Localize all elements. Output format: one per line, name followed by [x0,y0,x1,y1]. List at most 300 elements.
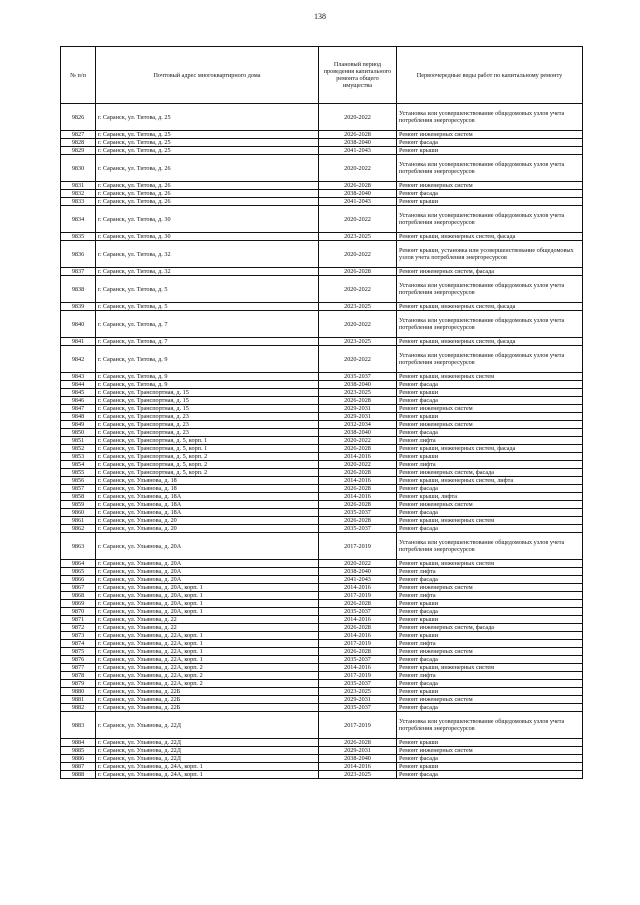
table-row [61,373,583,381]
table-row [61,206,583,233]
table-row [61,233,583,241]
row-number: 9828 [61,139,96,147]
table-row [61,190,583,198]
row-period: 2020-2022 [319,276,397,303]
row-works: Ремонт фасада [397,190,583,198]
row-address: г. Саранск, ул. Ульянова, д. 22Д [96,747,319,755]
row-period: 2026-2028 [319,517,397,525]
row-works: Ремонт инженерных систем [397,421,583,429]
table-row [61,501,583,509]
table-row [61,338,583,346]
table-row [61,632,583,640]
table-row [61,131,583,139]
row-works: Ремонт инженерных систем [397,747,583,755]
row-address: г. Саранск, ул. Ульянова, д. 22А, корп. 2 [96,680,319,688]
table-row [61,437,583,445]
row-address: г. Саранск, ул. Ульянова, д. 18А [96,493,319,501]
table-row [61,712,583,739]
row-period: 2020-2022 [319,155,397,182]
row-works: Ремонт крыши, инженерных систем [397,664,583,672]
table-row [61,560,583,568]
header-period: Плановый период проведения капитального ремонта общего имущества [319,47,397,104]
row-works: Ремонт инженерных систем [397,696,583,704]
row-works: Ремонт крыши [397,198,583,206]
row-number: 9855 [61,469,96,477]
row-number: 9851 [61,437,96,445]
row-period: 2017-2019 [319,592,397,600]
row-address: г. Саранск, ул. Ульянова, д. 22А, корп. 1 [96,640,319,648]
row-works: Ремонт крыши, инженерных систем [397,517,583,525]
row-period: 2041-2043 [319,198,397,206]
row-address: г. Саранск, ул. Ульянова, д. 24А, корп. 1 [96,763,319,771]
row-works: Ремонт инженерных систем, фасада [397,268,583,276]
row-period: 2038-2040 [319,139,397,147]
row-address: г. Саранск, ул. Ульянова, д. 20А [96,568,319,576]
table-row [61,739,583,747]
row-period: 2017-2019 [319,640,397,648]
row-number: 9833 [61,198,96,206]
row-period: 2017-2019 [319,672,397,680]
row-works: Установка или усовершенствование общедомовых узлов учета потребления энергоресурсов [397,712,583,739]
row-number: 9850 [61,429,96,437]
header-works: Первоочередные виды работ по капитальному ремонту [397,47,583,104]
row-number: 9846 [61,397,96,405]
table-row [61,429,583,437]
row-number: 9870 [61,608,96,616]
row-number: 9858 [61,493,96,501]
row-works: Установка или усовершенствование общедомовых узлов учета потребления энергоресурсов [397,533,583,560]
table-row [61,672,583,680]
row-period: 2014-2016 [319,664,397,672]
row-number: 9871 [61,616,96,624]
row-number: 9872 [61,624,96,632]
table-row [61,413,583,421]
row-address: г. Саранск, ул. Ульянова, д. 22Б [96,696,319,704]
row-works: Ремонт фасада [397,771,583,779]
row-period: 2026-2028 [319,445,397,453]
table-row [61,517,583,525]
table-row [61,600,583,608]
table-row [61,584,583,592]
row-number: 9887 [61,763,96,771]
row-works: Ремонт крыши [397,763,583,771]
row-works: Ремонт крыши [397,147,583,155]
table-row [61,624,583,632]
row-period: 2026-2028 [319,739,397,747]
capital-repair-table [60,46,583,779]
row-period: 2026-2028 [319,397,397,405]
table-row [61,664,583,672]
row-number: 9866 [61,576,96,584]
row-number: 9862 [61,525,96,533]
table-row [61,525,583,533]
table-row [61,533,583,560]
row-number: 9877 [61,664,96,672]
row-works: Ремонт крыши [397,688,583,696]
row-period: 2017-2019 [319,712,397,739]
row-works: Ремонт фасада [397,381,583,389]
row-works: Ремонт крыши, инженерных систем [397,560,583,568]
row-period: 2038-2040 [319,381,397,389]
row-works: Ремонт фасада [397,608,583,616]
row-address: г. Саранск, ул. Ульянова, д. 20 [96,517,319,525]
table-row [61,747,583,755]
table-row [61,397,583,405]
row-number: 9838 [61,276,96,303]
row-address: г. Саранск, ул. Ульянова, д. 22 [96,624,319,632]
row-works: Ремонт инженерных систем [397,648,583,656]
row-period: 2014-2016 [319,493,397,501]
row-address: г. Саранск, ул. Титова, д. 25 [96,147,319,155]
table-row [61,608,583,616]
row-address: г. Саранск, ул. Титова, д. 32 [96,268,319,276]
table-row [61,485,583,493]
row-period: 2020-2022 [319,206,397,233]
row-works: Ремонт лифта [397,672,583,680]
table-row [61,241,583,268]
row-address: г. Саранск, ул. Ульянова, д. 22Д [96,739,319,747]
row-address: г. Саранск, ул. Титова, д. 9 [96,381,319,389]
row-works: Ремонт крыши, инженерных систем, фасада [397,303,583,311]
row-works: Ремонт лифта [397,437,583,445]
row-period: 2035-2037 [319,509,397,517]
row-period: 2023-2025 [319,389,397,397]
row-address: г. Саранск, ул. Транспортная, д. 23 [96,421,319,429]
row-works: Ремонт крыши [397,600,583,608]
table-row [61,469,583,477]
row-period: 2026-2028 [319,182,397,190]
row-number: 9859 [61,501,96,509]
table-row [61,346,583,373]
row-period: 2038-2040 [319,429,397,437]
row-address: г. Саранск, ул. Ульянова, д. 22Б [96,688,319,696]
row-period: 2020-2022 [319,346,397,373]
row-number: 9875 [61,648,96,656]
row-address: г. Саранск, ул. Ульянова, д. 22Б [96,704,319,712]
row-number: 9835 [61,233,96,241]
row-period: 2026-2028 [319,131,397,139]
table-row [61,477,583,485]
table-row [61,616,583,624]
row-works: Ремонт фасада [397,680,583,688]
row-number: 9832 [61,190,96,198]
row-address: г. Саранск, ул. Ульянова, д. 18А [96,501,319,509]
row-works: Ремонт фасада [397,755,583,763]
table-row [61,311,583,338]
row-address: г. Саранск, ул. Титова, д. 26 [96,198,319,206]
row-period: 2020-2022 [319,241,397,268]
row-period: 2014-2016 [319,477,397,485]
row-address: г. Саранск, ул. Ульянова, д. 20А, корп. 1 [96,600,319,608]
row-period: 2029-2031 [319,696,397,704]
table-row [61,405,583,413]
row-period: 2038-2040 [319,568,397,576]
row-works: Ремонт фасада [397,429,583,437]
row-address: г. Саранск, ул. Ульянова, д. 20А [96,576,319,584]
row-period: 2023-2025 [319,233,397,241]
row-address: г. Саранск, ул. Транспортная, д. 15 [96,397,319,405]
row-address: г. Саранск, ул. Титова, д. 30 [96,233,319,241]
row-period: 2035-2037 [319,656,397,664]
row-number: 9842 [61,346,96,373]
row-number: 9834 [61,206,96,233]
row-number: 9840 [61,311,96,338]
header-address: Почтовый адрес многоквартирного дома [96,47,319,104]
row-period: 2020-2022 [319,311,397,338]
row-number: 9849 [61,421,96,429]
row-works: Ремонт крыши [397,413,583,421]
row-period: 2014-2016 [319,453,397,461]
row-works: Ремонт крыши [397,389,583,397]
row-number: 9861 [61,517,96,525]
row-period: 2020-2022 [319,104,397,131]
row-address: г. Саранск, ул. Титова, д. 30 [96,206,319,233]
table-row [61,182,583,190]
row-period: 2032-2034 [319,421,397,429]
row-address: г. Саранск, ул. Титова, д. 26 [96,182,319,190]
row-works: Ремонт крыши [397,453,583,461]
row-works: Ремонт крыши, лифта [397,493,583,501]
table-row [61,688,583,696]
row-works: Ремонт крыши [397,632,583,640]
row-period: 2020-2022 [319,437,397,445]
table-row [61,268,583,276]
table-header-row [61,47,583,104]
row-works: Ремонт фасада [397,525,583,533]
row-period: 2020-2022 [319,461,397,469]
row-number: 9860 [61,509,96,517]
row-period: 2035-2037 [319,608,397,616]
row-period: 2026-2028 [319,485,397,493]
row-number: 9848 [61,413,96,421]
row-works: Ремонт инженерных систем, фасада [397,624,583,632]
row-works: Ремонт крыши, инженерных систем [397,373,583,381]
row-works: Ремонт крыши, инженерных систем, лифта [397,477,583,485]
row-address: г. Саранск, ул. Транспортная, д. 5, корп. 2 [96,461,319,469]
table-row [61,461,583,469]
row-address: г. Саранск, ул. Ульянова, д. 18 [96,485,319,493]
row-period: 2026-2028 [319,648,397,656]
row-number: 9883 [61,712,96,739]
row-period: 2035-2037 [319,680,397,688]
row-address: г. Саранск, ул. Ульянова, д. 24А, корп. 1 [96,771,319,779]
row-address: г. Саранск, ул. Ульянова, д. 20А, корп. 1 [96,584,319,592]
row-address: г. Саранск, ул. Титова, д. 5 [96,303,319,311]
row-works: Установка или усовершенствование общедомовых узлов учета потребления энергоресурсов [397,104,583,131]
row-works: Установка или усовершенствование общедомовых узлов учета потребления энергоресурсов [397,276,583,303]
row-number: 9885 [61,747,96,755]
row-address: г. Саранск, ул. Транспортная, д. 23 [96,413,319,421]
row-number: 9827 [61,131,96,139]
row-works: Ремонт крыши [397,616,583,624]
page-number: 138 [314,12,326,21]
row-works: Ремонт фасада [397,704,583,712]
table-row [61,147,583,155]
row-address: г. Саранск, ул. Ульянова, д. 22Д [96,712,319,739]
table-row [61,198,583,206]
row-number: 9886 [61,755,96,763]
row-number: 9888 [61,771,96,779]
row-address: г. Саранск, ул. Титова, д. 25 [96,104,319,131]
row-number: 9844 [61,381,96,389]
row-period: 2041-2043 [319,576,397,584]
row-period: 2038-2040 [319,190,397,198]
row-number: 9853 [61,453,96,461]
table-row [61,771,583,779]
row-period: 2014-2016 [319,763,397,771]
row-address: г. Саранск, ул. Титова, д. 9 [96,346,319,373]
row-address: г. Саранск, ул. Транспортная, д. 15 [96,405,319,413]
row-works: Ремонт крыши, инженерных систем, фасада [397,233,583,241]
row-address: г. Саранск, ул. Ульянова, д. 20А [96,560,319,568]
row-address: г. Саранск, ул. Титова, д. 26 [96,155,319,182]
table-row [61,576,583,584]
row-works: Ремонт крыши, установка или усовершенствование общедомовых узлов учета потребления энергоресурсов [397,241,583,268]
table-row [61,303,583,311]
row-works: Ремонт крыши [397,739,583,747]
row-number: 9830 [61,155,96,182]
row-number: 9868 [61,592,96,600]
row-address: г. Саранск, ул. Ульянова, д. 20А [96,533,319,560]
row-address: г. Саранск, ул. Ульянова, д. 22Д [96,755,319,763]
row-works: Ремонт фасада [397,139,583,147]
row-period: 2035-2037 [319,704,397,712]
row-works: Ремонт инженерных систем, фасада [397,469,583,477]
row-address: г. Саранск, ул. Транспортная, д. 5, корп. 1 [96,437,319,445]
row-address: г. Саранск, ул. Транспортная, д. 5, корп. 1 [96,445,319,453]
row-number: 9867 [61,584,96,592]
row-number: 9873 [61,632,96,640]
row-number: 9837 [61,268,96,276]
row-address: г. Саранск, ул. Ульянова, д. 22А, корп. 2 [96,664,319,672]
row-period: 2026-2028 [319,469,397,477]
row-works: Ремонт фасада [397,656,583,664]
row-address: г. Саранск, ул. Ульянова, д. 22А, корп. 2 [96,672,319,680]
row-works: Ремонт крыши, инженерных систем, фасада [397,445,583,453]
row-number: 9874 [61,640,96,648]
row-works: Ремонт лифта [397,568,583,576]
row-address: г. Саранск, ул. Титова, д. 7 [96,338,319,346]
row-number: 9881 [61,696,96,704]
row-period: 2026-2028 [319,268,397,276]
table-row [61,656,583,664]
table-row [61,389,583,397]
row-address: г. Саранск, ул. Ульянова, д. 20А, корп. 1 [96,608,319,616]
row-address: г. Саранск, ул. Титова, д. 25 [96,139,319,147]
row-number: 9878 [61,672,96,680]
row-number: 9843 [61,373,96,381]
row-period: 2026-2028 [319,600,397,608]
row-works: Ремонт фасада [397,576,583,584]
table-row [61,104,583,131]
row-number: 9857 [61,485,96,493]
table-body [61,104,583,779]
row-number: 9826 [61,104,96,131]
row-works: Ремонт фасада [397,485,583,493]
row-period: 2014-2016 [319,632,397,640]
row-works: Установка или усовершенствование общедомовых узлов учета потребления энергоресурсов [397,155,583,182]
row-number: 9831 [61,182,96,190]
table-row [61,445,583,453]
table-row [61,696,583,704]
row-address: г. Саранск, ул. Ульянова, д. 22А, корп. 1 [96,656,319,664]
row-period: 2017-2019 [319,533,397,560]
row-address: г. Саранск, ул. Ульянова, д. 22 [96,616,319,624]
table-row [61,493,583,501]
table-row [61,276,583,303]
row-address: г. Саранск, ул. Ульянова, д. 22А, корп. 1 [96,632,319,640]
row-number: 9879 [61,680,96,688]
row-number: 9836 [61,241,96,268]
row-number: 9884 [61,739,96,747]
row-number: 9856 [61,477,96,485]
table-row [61,704,583,712]
row-works: Ремонт фасада [397,397,583,405]
row-number: 9869 [61,600,96,608]
row-address: г. Саранск, ул. Ульянова, д. 20А, корп. 1 [96,592,319,600]
row-period: 2026-2028 [319,501,397,509]
table-row [61,592,583,600]
row-number: 9864 [61,560,96,568]
row-works: Ремонт лифта [397,592,583,600]
row-address: г. Саранск, ул. Ульянова, д. 18А [96,509,319,517]
row-works: Ремонт инженерных систем [397,182,583,190]
table-row [61,680,583,688]
row-number: 9854 [61,461,96,469]
row-number: 9845 [61,389,96,397]
table-row [61,640,583,648]
row-number: 9865 [61,568,96,576]
row-address: г. Саранск, ул. Титова, д. 32 [96,241,319,268]
row-address: г. Саранск, ул. Ульянова, д. 22А, корп. 1 [96,648,319,656]
row-number: 9863 [61,533,96,560]
row-period: 2023-2025 [319,303,397,311]
row-address: г. Саранск, ул. Ульянова, д. 20 [96,525,319,533]
row-number: 9847 [61,405,96,413]
table-row [61,139,583,147]
row-period: 2029-2031 [319,747,397,755]
row-works: Ремонт инженерных систем [397,131,583,139]
table-row [61,381,583,389]
row-works: Ремонт лифта [397,461,583,469]
table-row [61,453,583,461]
row-address: г. Саранск, ул. Транспортная, д. 5, корп. 2 [96,453,319,461]
table-row [61,421,583,429]
row-period: 2014-2016 [319,616,397,624]
row-works: Установка или усовершенствование общедомовых узлов учета потребления энергоресурсов [397,206,583,233]
row-works: Ремонт фасада [397,509,583,517]
table-row [61,155,583,182]
row-number: 9852 [61,445,96,453]
row-period: 2023-2025 [319,338,397,346]
row-works: Установка или усовершенствование общедомовых узлов учета потребления энергоресурсов [397,311,583,338]
row-works: Ремонт инженерных систем [397,501,583,509]
row-works: Установка или усовершенствование общедомовых узлов учета потребления энергоресурсов [397,346,583,373]
row-number: 9876 [61,656,96,664]
row-period: 2041-2043 [319,147,397,155]
row-number: 9829 [61,147,96,155]
row-address: г. Саранск, ул. Титова, д. 5 [96,276,319,303]
row-address: г. Саранск, ул. Титова, д. 26 [96,190,319,198]
row-period: 2035-2037 [319,525,397,533]
row-period: 2038-2040 [319,755,397,763]
row-works: Ремонт крыши, инженерных систем, фасада [397,338,583,346]
row-works: Ремонт инженерных систем [397,405,583,413]
row-period: 2014-2016 [319,584,397,592]
header-num: № п/п [61,47,96,104]
table-row [61,648,583,656]
table-row [61,568,583,576]
